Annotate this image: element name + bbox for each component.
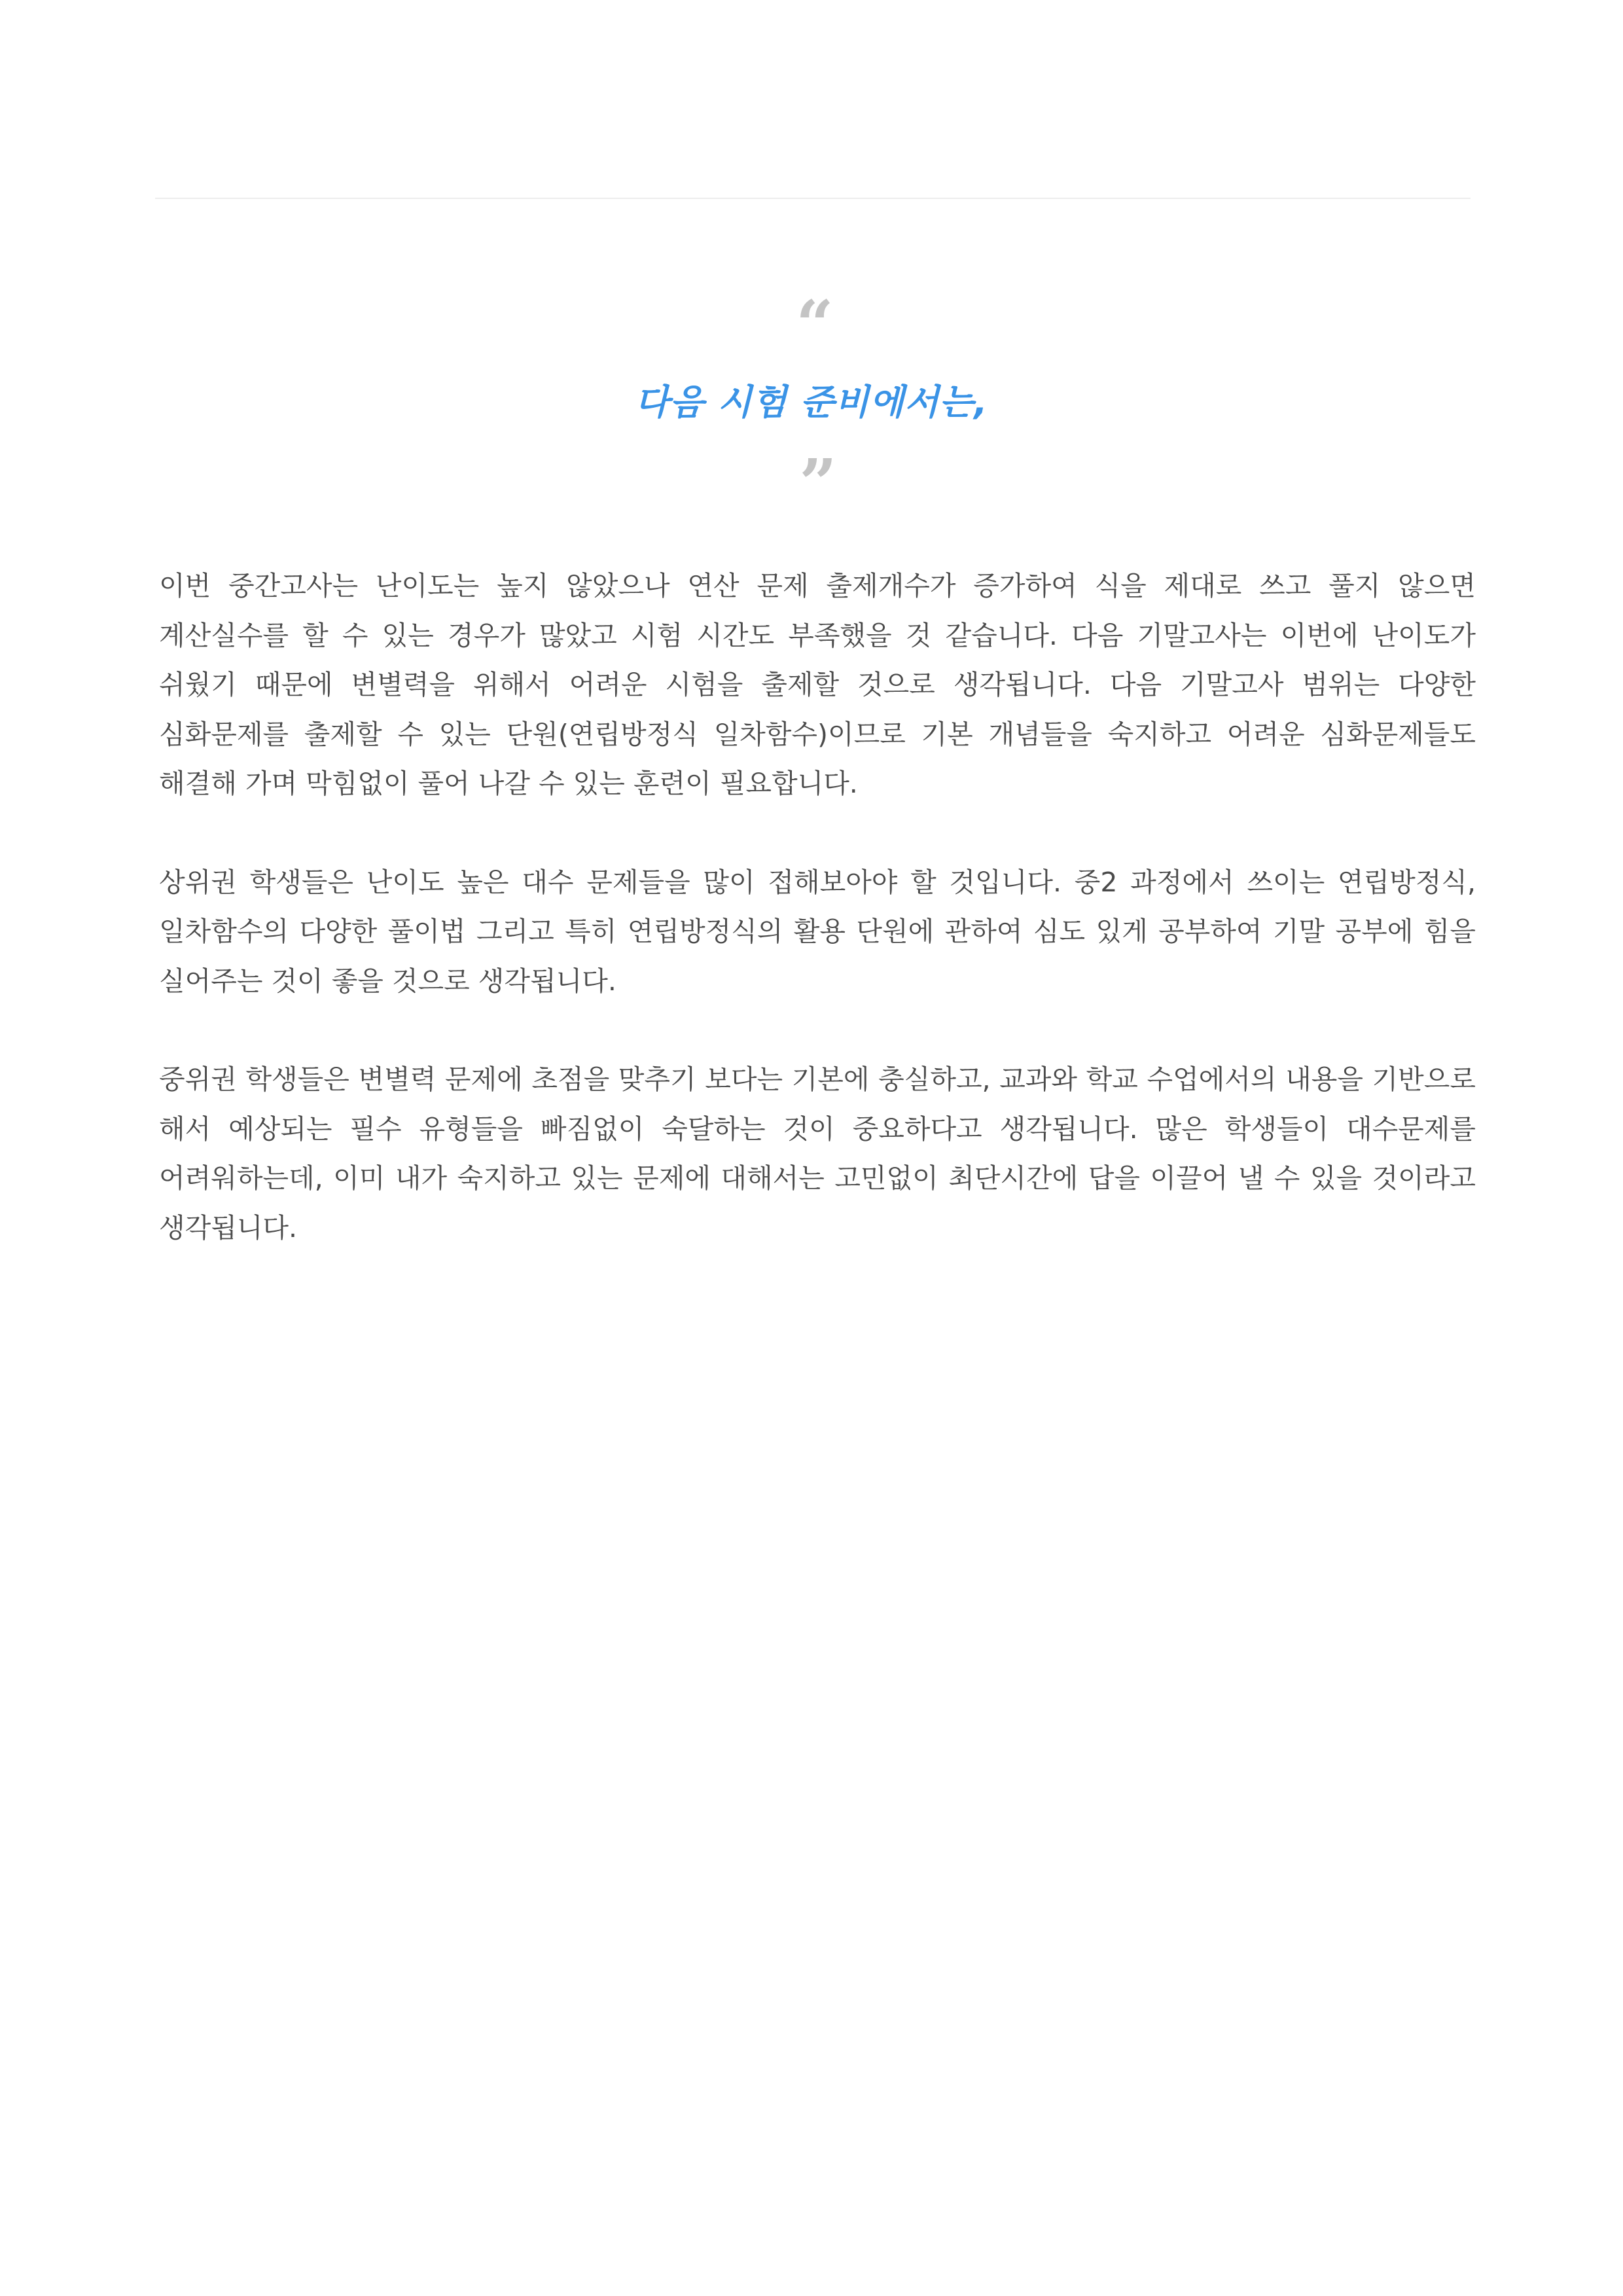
section-title: 다음 시험 준비에서는,: [635, 382, 988, 423]
body-text: [159, 562, 1476, 1302]
top-divider: [155, 198, 1471, 199]
section-heading-quote: [0, 286, 1623, 522]
close-quote-icon: ”: [799, 444, 837, 522]
open-quote-icon: “: [796, 286, 834, 363]
paragraph-upper-students: 상위권 학생들은 난이도 높은 대수 문제들을 많이 접해보아야 할 것입니다. 중2 과정에서 쓰이는 연립방정식, 일차함수의 다양한 풀이법 그리고 특히 연립방정식의 활용 단원에 관하여 심도 있게 공부하여 기말 공부에 힘을 실어주는 것이 좋을 것으로 생각됩니다.: [159, 866, 1476, 997]
paragraph-overview: 이번 중간고사는 난이도는 높지 않았으나 연산 문제 출제개수가 증가하여 식을 제대로 쓰고 풀지 않으면 계산실수를 할 수 있는 경우가 많았고 시험 시간도 부족했을 것 같습니다. 다음 기말고사는 이번에 난이도가 쉬웠기 때문에 변별력을 위해서 어려운 시험을 출제할 것으로 생각됩니다. 다음 기말고사 범위는 다양한 심화문제를 출제할 수 있는 단원(연립방정식 일차함수)이므로 기본 개념들을 숙지하고 어려운 심화문제들도 해결해 가며 막힘없이 풀어 나갈 수 있는 훈련이 필요합니다.: [159, 570, 1476, 799]
paragraph-middle-students: 중위권 학생들은 변별력 문제에 초점을 맞추기 보다는 기본에 충실하고, 교과와 학교 수업에서의 내용을 기반으로 해서 예상되는 필수 유형들을 빠짐없이 숙달하는 것이 중요하다고 생각됩니다. 많은 학생들이 대수문제를 어려워하는데, 이미 내가 숙지하고 있는 문제에 대해서는 고민없이 최단시간에 답을 이끌어 낼 수 있을 것이라고 생각됩니다.: [159, 1064, 1476, 1244]
